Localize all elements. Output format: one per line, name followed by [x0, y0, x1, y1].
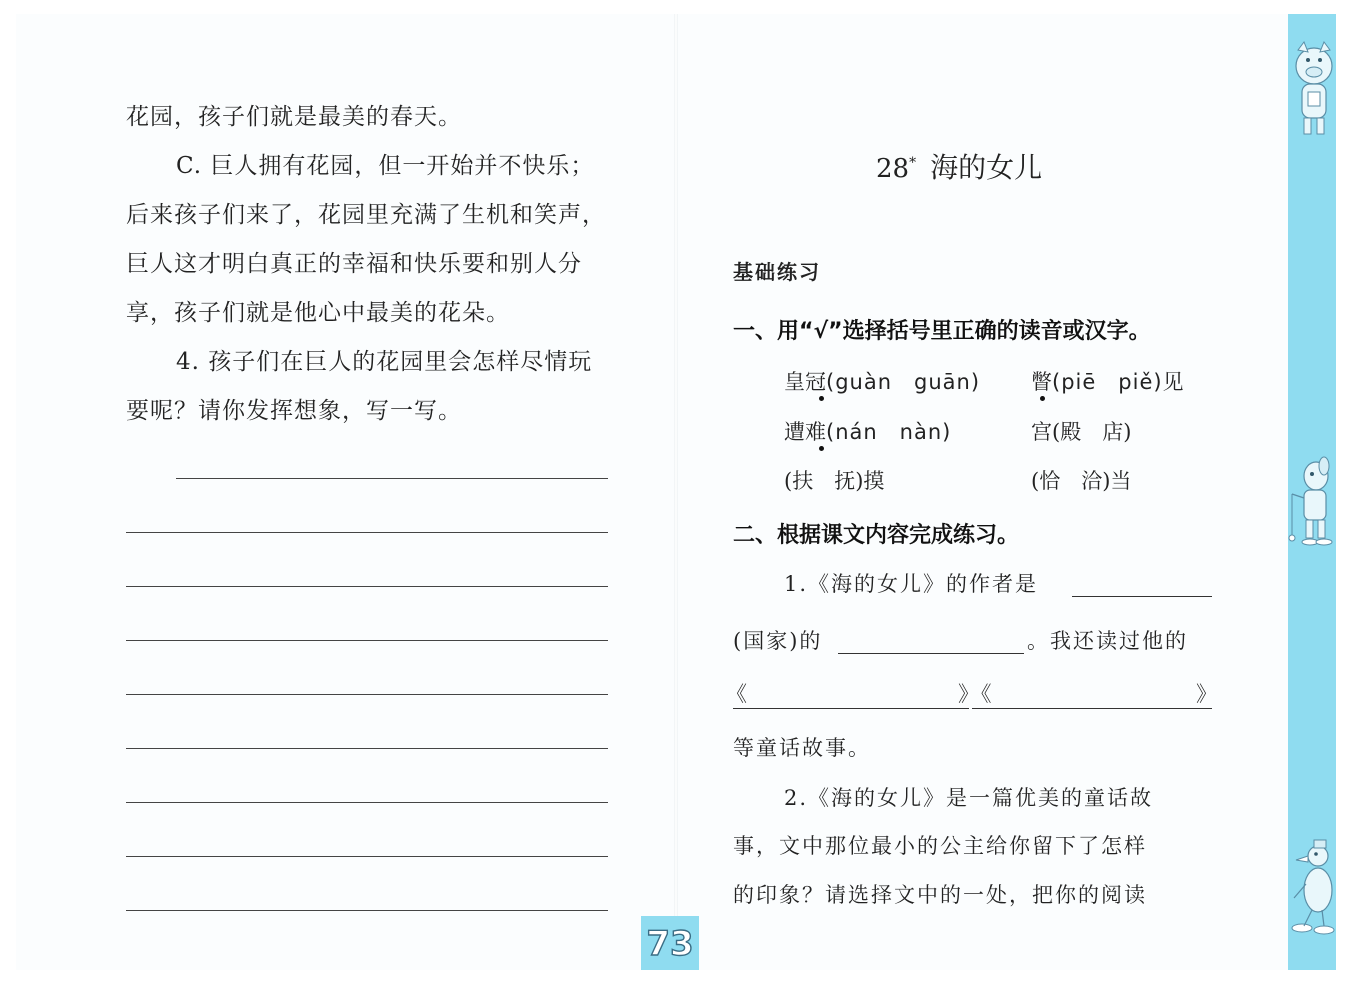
q2-2-line-3: 的印象？请选择文中的一处，把你的阅读 — [733, 883, 1147, 907]
q1-item-options[interactable]: (guàn guān) — [826, 370, 981, 394]
q1-item-options[interactable]: (nán nàn) — [826, 420, 952, 444]
left-line-4: 巨人这才明白真正的幸福和快乐要和别人分 — [126, 251, 582, 277]
lesson-mark: * — [909, 154, 917, 171]
q1-item-1 — [784, 366, 980, 396]
q2-2-line-1: 2.《海的女儿》是一篇优美的童话故 — [784, 786, 1154, 810]
emphasis-dot — [819, 396, 824, 401]
emphasis-dot — [1040, 396, 1045, 401]
left-line-2: C. 巨人拥有花园，但一开始并不快乐； — [176, 153, 595, 179]
q2-1-start: 1.《海的女儿》的作者是 — [784, 572, 1039, 596]
writing-line[interactable] — [126, 748, 608, 749]
q1-item-6[interactable] — [1031, 465, 1131, 495]
writing-line[interactable] — [126, 910, 608, 911]
q2-2-line-2: 事，文中那位最小的公主给你留下了怎样 — [733, 834, 1147, 858]
left-line-7: 要呢？请你发挥想象，写一写。 — [126, 398, 462, 424]
q1-item-word: 皇冠 — [784, 370, 826, 394]
cartoon-dog-icon — [1288, 454, 1336, 564]
bracket-open: 《 — [726, 682, 749, 706]
page-fold — [674, 14, 678, 970]
writing-line[interactable] — [126, 856, 608, 857]
left-line-6: 4. 孩子们在巨人的花园里会怎样尽情玩 — [176, 349, 593, 375]
q2-1-after: 。我还读过他的 — [1027, 629, 1188, 653]
writing-line[interactable] — [126, 640, 608, 641]
side-decoration-strip — [1288, 14, 1336, 970]
writing-line[interactable] — [126, 694, 608, 695]
story-title-blank-1[interactable] — [733, 708, 969, 709]
cartoon-pig-icon — [1288, 36, 1336, 146]
bracket-mid: 》《 — [958, 682, 994, 706]
q1-item-word: 瞥 — [1031, 370, 1052, 394]
q1-item-options[interactable]: (恰 洽)当 — [1031, 469, 1132, 493]
emphasis-dot — [819, 446, 824, 451]
q1-item-options[interactable]: (殿 店) — [1052, 420, 1132, 444]
left-line-5: 享，孩子们就是他心中最美的花朵。 — [126, 300, 510, 326]
cartoon-bird-icon — [1288, 834, 1336, 954]
q1-item-4 — [1031, 416, 1131, 446]
q1-item-2 — [1031, 366, 1185, 396]
author-blank[interactable] — [1072, 596, 1212, 597]
author-name-blank[interactable] — [838, 653, 1024, 654]
writing-line[interactable] — [176, 478, 608, 479]
q2-1-country: (国家)的 — [733, 629, 823, 653]
lesson-number: 28 — [876, 154, 910, 184]
left-line-3: 后来孩子们来了，花园里充满了生机和笑声， — [126, 202, 606, 228]
section-label: 基础练习 — [733, 260, 821, 284]
question-1-heading: 一、用“√”选择括号里正确的读音或汉字。 — [733, 319, 1151, 344]
q1-item-5[interactable] — [784, 465, 884, 495]
q1-item-word: 宫 — [1031, 420, 1052, 444]
q2-1-end: 等童话故事。 — [733, 736, 871, 760]
page-number: 73 — [641, 916, 699, 970]
q1-item-options[interactable]: (扶 抚)摸 — [784, 469, 885, 493]
lesson-title-text: 海的女儿 — [930, 151, 1043, 184]
writing-line[interactable] — [126, 802, 608, 803]
left-line-1: 花园，孩子们就是最美的春天。 — [126, 104, 462, 130]
question-2-heading: 二、根据课文内容完成练习。 — [733, 523, 1020, 548]
q1-item-3 — [784, 416, 951, 446]
q1-item-word: 遭难 — [784, 420, 826, 444]
lesson-title — [876, 146, 1042, 186]
bracket-close: 》 — [1196, 682, 1219, 706]
q1-item-options[interactable]: (piē piě)见 — [1052, 370, 1185, 394]
writing-line[interactable] — [126, 586, 608, 587]
story-title-blank-2[interactable] — [972, 708, 1212, 709]
writing-line[interactable] — [126, 532, 608, 533]
